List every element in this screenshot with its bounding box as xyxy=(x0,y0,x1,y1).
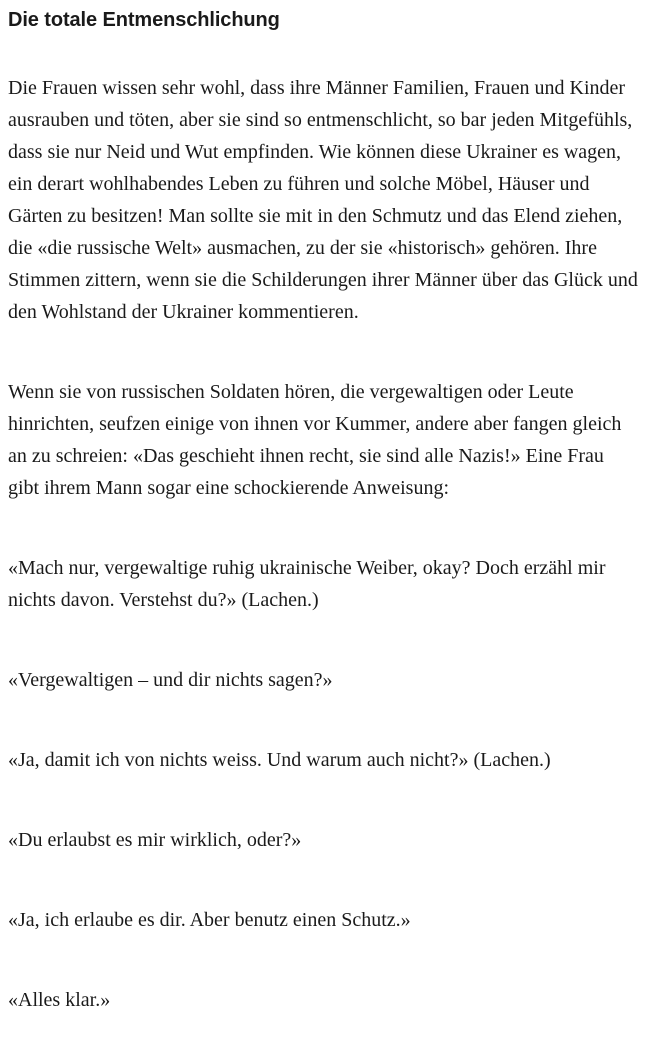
quote-5: «Ja, ich erlaube es dir. Aber benutz einen Schutz.» xyxy=(8,909,411,931)
quote-1: «Mach nur, vergewaltige ruhig ukrainische Weiber, okay? Doch erzähl mir nichts davon. Verstehst du?» (Lachen.) xyxy=(8,557,606,611)
paragraph-1: Die Frauen wissen sehr wohl, dass ihre Männer Familien, Frauen und Kinder ausrauben und töten, aber sie sind so entmenschlicht, so bar jeden Mitgefühls, dass sie nur Neid und Wut empfinden. Wie können diese Ukrainer es wagen, ein derart wohlhabendes Leben zu führen und solche Möbel, Häuser und Gärten zu besitzen! Man sollte sie mit in den Schmutz und das Elend ziehen, die «die russische Welt» ausmachen, zu der sie «historisch» gehören. Ihre Stimmen zittern, wenn sie die Schilderungen ihrer Männer über das Glück und den Wohlstand der Ukrainer kommentieren. xyxy=(8,77,638,323)
article-body xyxy=(0,6,648,1016)
quote-2: «Vergewaltigen – und dir nichts sagen?» xyxy=(8,669,333,691)
quote-6: «Alles klar.» xyxy=(8,989,111,1011)
section-title: Die totale Entmenschlichung xyxy=(8,9,280,31)
quote-3: «Ja, damit ich von nichts weiss. Und warum auch nicht?» (Lachen.) xyxy=(8,749,551,771)
quote-4: «Du erlaubst es mir wirklich, oder?» xyxy=(8,829,302,851)
paragraph-2: Wenn sie von russischen Soldaten hören, die vergewaltigen oder Leute hinrichten, seufzen einige von ihnen vor Kummer, andere aber fangen gleich an zu schreien: «Das geschieht ihnen recht, sie sind alle Nazis!» Eine Frau gibt ihrem Mann sogar eine schockierende Anweisung: xyxy=(8,381,622,499)
